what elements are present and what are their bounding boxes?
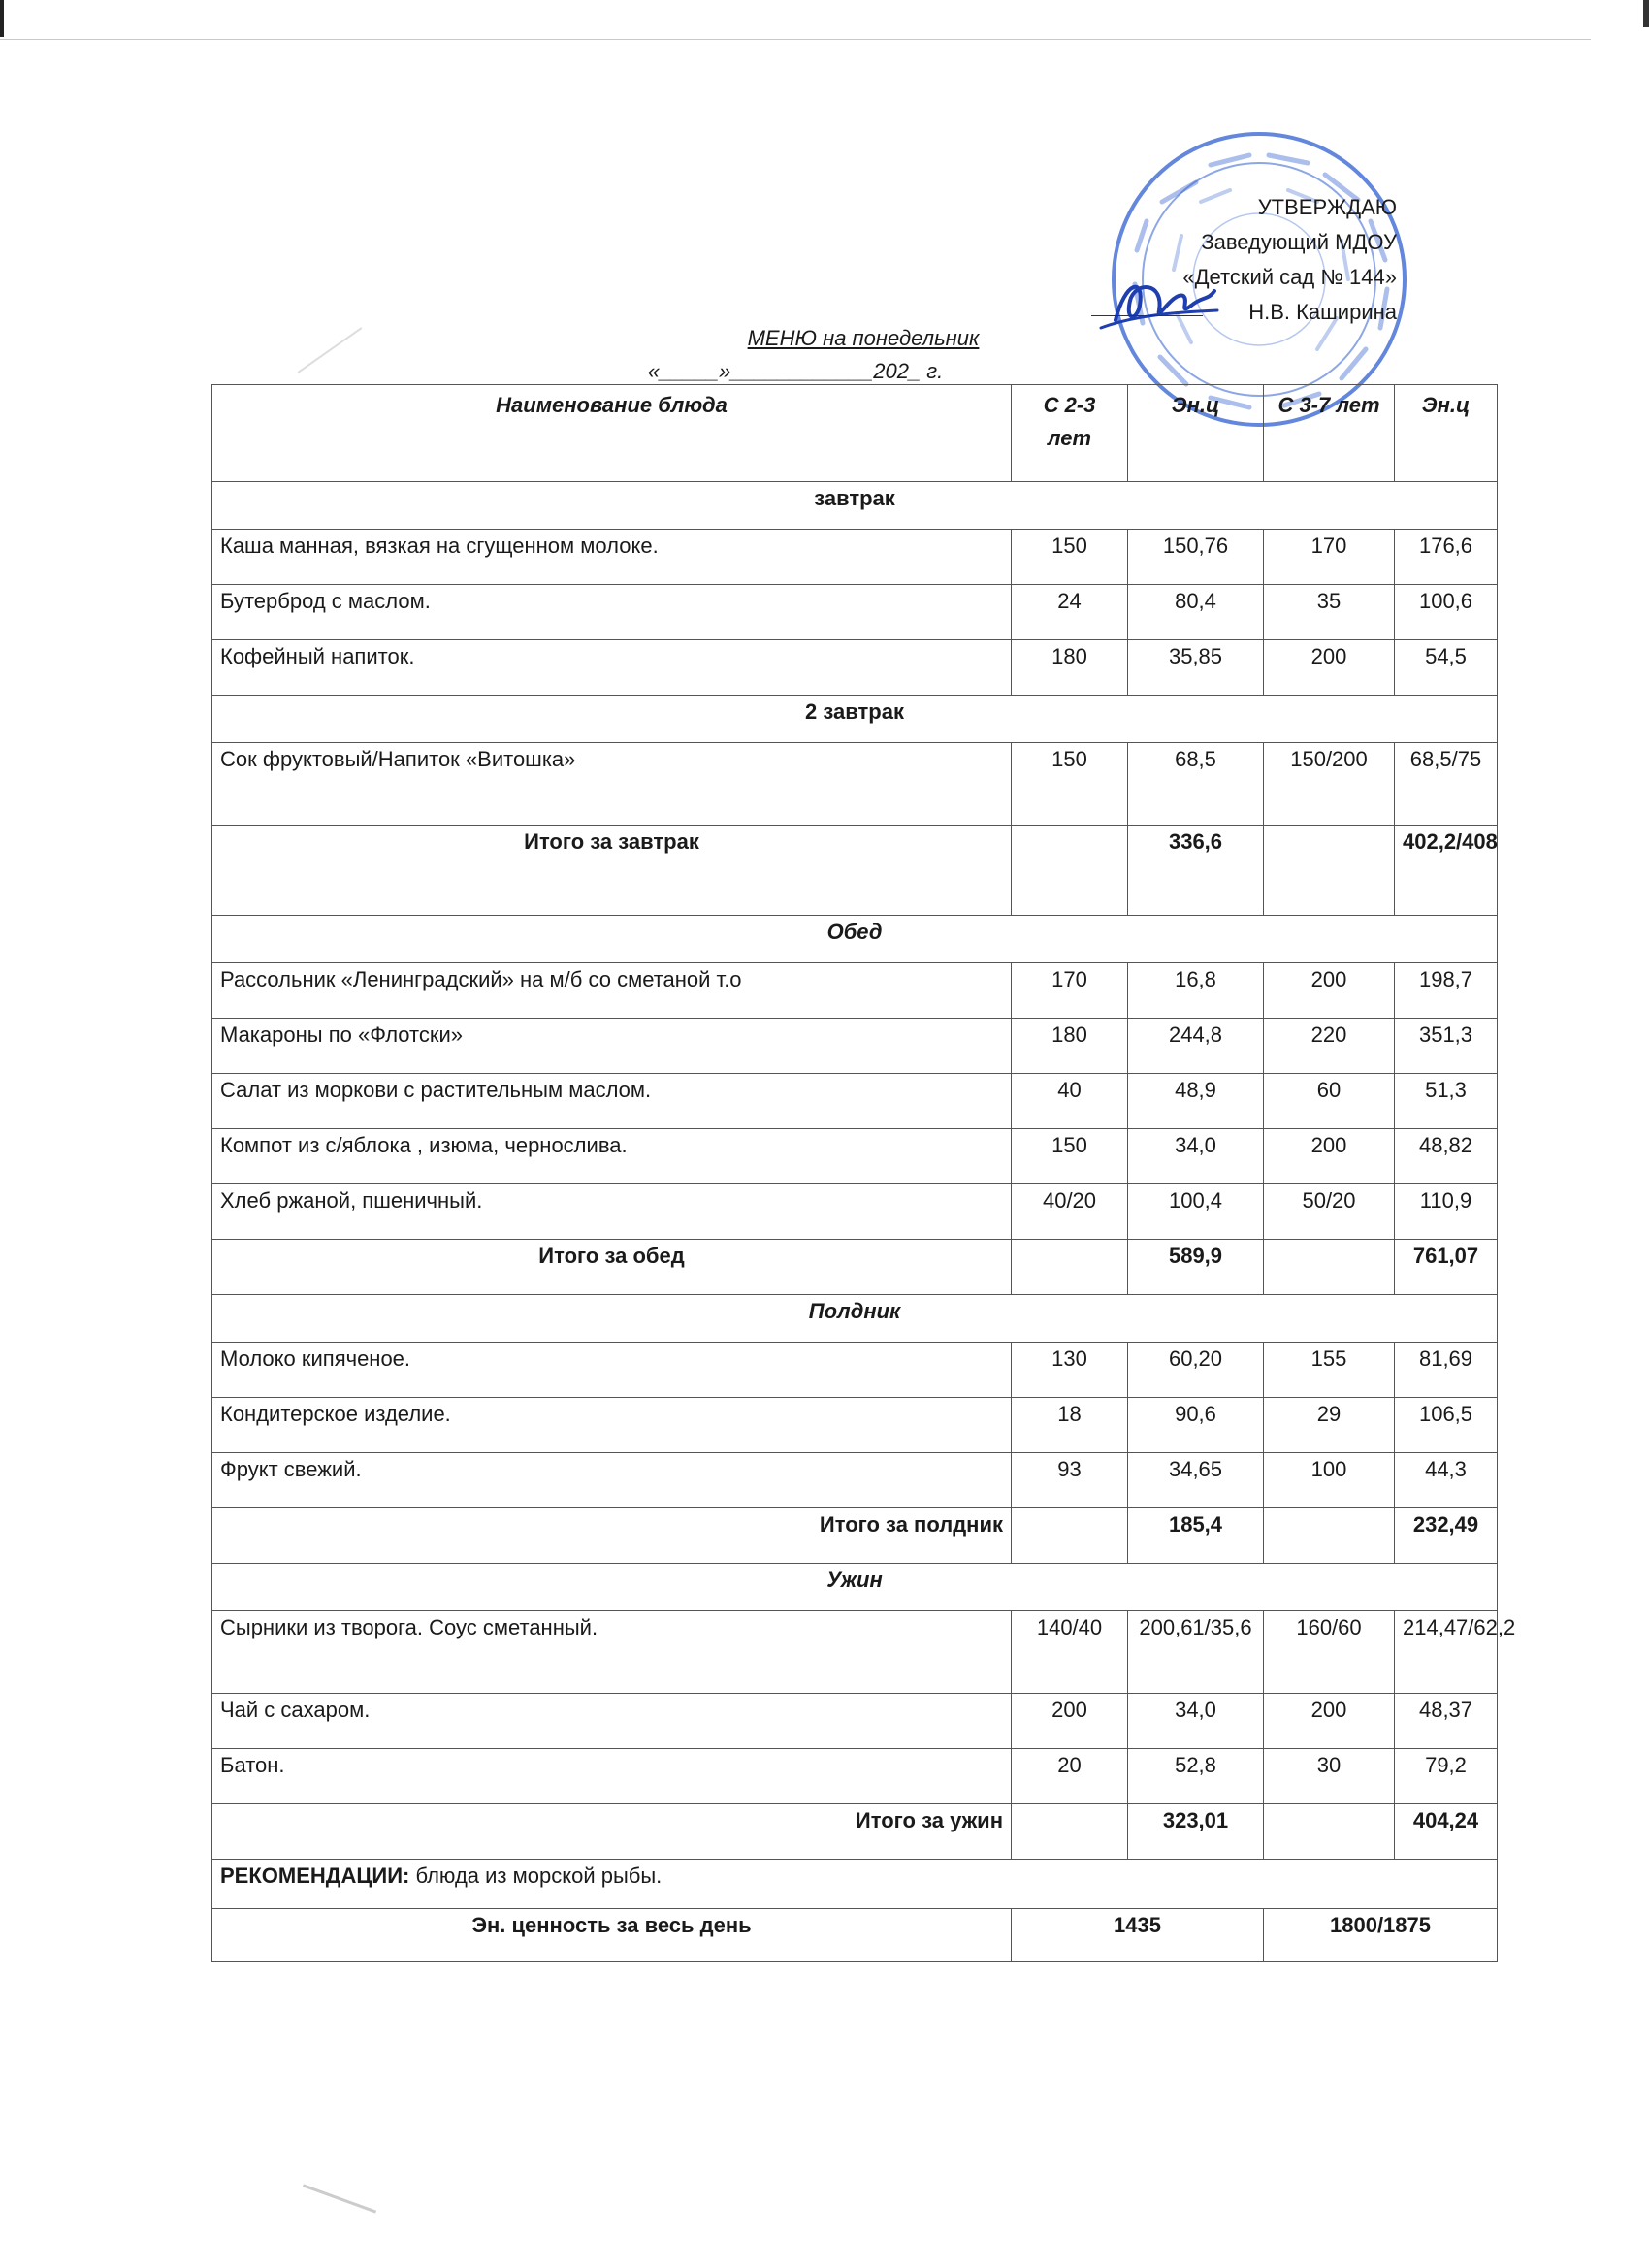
day-total-row [212,1909,1498,1962]
total-label: Итого за полдник [212,1508,1012,1564]
portion-3-7: 30 [1264,1749,1395,1804]
table-row [212,1453,1498,1508]
portion-2-3: 150 [1012,743,1128,826]
section-title: Полдник [212,1295,1498,1343]
total-energy-2-3: 185,4 [1128,1508,1264,1564]
energy-3-7: 68,5/75 [1395,743,1498,826]
empty-cell [1264,826,1395,916]
portion-2-3: 40 [1012,1074,1128,1129]
energy-2-3: 34,0 [1128,1694,1264,1749]
portion-3-7: 200 [1264,1129,1395,1184]
portion-2-3: 170 [1012,963,1128,1019]
energy-2-3: 150,76 [1128,530,1264,585]
col-header-age1: С 2-3 лет [1012,385,1128,482]
dish-name: Макароны по «Флотски» [212,1019,1012,1074]
table-header-row [212,385,1498,482]
energy-2-3: 52,8 [1128,1749,1264,1804]
menu-table [211,384,1516,1962]
portion-3-7: 150/200 [1264,743,1395,826]
portion-2-3: 40/20 [1012,1184,1128,1240]
section-title: 2 завтрак [212,696,1498,743]
scan-edge-mark [0,0,4,37]
page-title-text: МЕНЮ на понедельник [747,326,980,350]
day-total-3-7: 1800/1875 [1264,1909,1498,1962]
total-energy-3-7: 404,24 [1395,1804,1498,1860]
section-row-breakfast [212,482,1498,530]
energy-2-3: 60,20 [1128,1343,1264,1398]
section-row-dinner [212,1564,1498,1611]
dish-name: Рассольник «Ленинградский» на м/б со сметаной т.о [212,963,1012,1019]
approval-line-4: Н.В. Каширина [1248,300,1397,324]
dish-name: Компот из с/яблока , изюма, чернослива. [212,1129,1012,1184]
energy-3-7: 48,37 [1395,1694,1498,1749]
scan-top-line [0,39,1591,40]
portion-3-7: 200 [1264,1694,1395,1749]
section-row-snack [212,1295,1498,1343]
total-energy-3-7: 232,49 [1395,1508,1498,1564]
energy-3-7: 214,47/62,2 [1395,1611,1498,1694]
energy-2-3: 90,6 [1128,1398,1264,1453]
energy-3-7: 51,3 [1395,1074,1498,1129]
portion-3-7: 155 [1264,1343,1395,1398]
energy-3-7: 81,69 [1395,1343,1498,1398]
total-energy-3-7: 761,07 [1395,1240,1498,1295]
scan-smudge [298,327,363,373]
section-title: завтрак [212,482,1498,530]
dish-name: Хлеб ржаной, пшеничный. [212,1184,1012,1240]
table-row [212,585,1498,640]
day-total-label: Эн. ценность за весь день [212,1909,1012,1962]
dish-name: Сок фруктовый/Напиток «Витошка» [212,743,1012,826]
energy-3-7: 351,3 [1395,1019,1498,1074]
empty-cell [1012,1508,1128,1564]
energy-2-3: 34,0 [1128,1129,1264,1184]
col-header-name: Наименование блюда [212,385,1012,482]
table-row [212,1019,1498,1074]
date-line: «_____»____________202_ г. [647,359,944,383]
energy-3-7: 198,7 [1395,963,1498,1019]
total-row-lunch [212,1240,1498,1295]
recommendations-row [212,1860,1498,1909]
portion-2-3: 140/40 [1012,1611,1128,1694]
table-row [212,640,1498,696]
table-row [212,1611,1498,1694]
signature-line [1091,315,1203,316]
energy-3-7: 100,6 [1395,585,1498,640]
dish-name: Чай с сахаром. [212,1694,1012,1749]
energy-3-7: 54,5 [1395,640,1498,696]
section-title: Ужин [212,1564,1498,1611]
empty-cell [1012,1804,1128,1860]
total-energy-3-7: 402,2/408 [1395,826,1498,916]
table-row [212,1398,1498,1453]
empty-cell [1012,826,1128,916]
scan-smudge-bottom [303,2184,376,2213]
empty-cell [1012,1240,1128,1295]
recommendations-label: РЕКОМЕНДАЦИИ: [220,1863,410,1888]
portion-2-3: 20 [1012,1749,1128,1804]
approval-line-1: УТВЕРЖДАЮ [1257,195,1397,219]
total-energy-2-3: 589,9 [1128,1240,1264,1295]
energy-2-3: 100,4 [1128,1184,1264,1240]
section-row-breakfast2 [212,696,1498,743]
energy-2-3: 244,8 [1128,1019,1264,1074]
energy-3-7: 79,2 [1395,1749,1498,1804]
dish-name: Молоко кипяченое. [212,1343,1012,1398]
portion-2-3: 150 [1012,1129,1128,1184]
energy-2-3: 68,5 [1128,743,1264,826]
portion-3-7: 60 [1264,1074,1395,1129]
portion-3-7: 35 [1264,585,1395,640]
recommendations [212,1860,1498,1909]
portion-3-7: 50/20 [1264,1184,1395,1240]
table-row [212,963,1498,1019]
table-row [212,1749,1498,1804]
page-title [543,326,1183,351]
energy-3-7: 44,3 [1395,1453,1498,1508]
energy-2-3: 16,8 [1128,963,1264,1019]
dish-name: Батон. [212,1749,1012,1804]
day-total-2-3: 1435 [1012,1909,1264,1962]
dish-name: Фрукт свежий. [212,1453,1012,1508]
col-header-en2: Эн.ц [1395,385,1498,482]
total-row-snack [212,1508,1498,1564]
total-row-breakfast [212,826,1498,916]
recommendations-text: блюда из морской рыбы. [409,1863,663,1888]
col-header-age2: С 3-7 лет [1264,385,1395,482]
total-label: Итого за ужин [212,1804,1012,1860]
energy-2-3: 35,85 [1128,640,1264,696]
dish-name: Бутерброд с маслом. [212,585,1012,640]
portion-3-7: 170 [1264,530,1395,585]
portion-3-7: 200 [1264,963,1395,1019]
dish-name: Кофейный напиток. [212,640,1012,696]
approval-line-3: «Детский сад № 144» [1182,265,1397,289]
approval-line-2: Заведующий МДОУ [1201,230,1397,254]
energy-3-7: 176,6 [1395,530,1498,585]
portion-2-3: 180 [1012,640,1128,696]
portion-2-3: 93 [1012,1453,1128,1508]
section-row-lunch [212,916,1498,963]
table-row [212,1694,1498,1749]
energy-3-7: 48,82 [1395,1129,1498,1184]
portion-3-7: 160/60 [1264,1611,1395,1694]
energy-3-7: 110,9 [1395,1184,1498,1240]
table-row [212,743,1498,826]
energy-3-7: 106,5 [1395,1398,1498,1453]
portion-3-7: 220 [1264,1019,1395,1074]
energy-2-3: 80,4 [1128,585,1264,640]
portion-2-3: 130 [1012,1343,1128,1398]
dish-name: Салат из моркови с растительным маслом. [212,1074,1012,1129]
col-header-en1: Эн.ц [1128,385,1264,482]
section-title: Обед [212,916,1498,963]
portion-2-3: 200 [1012,1694,1128,1749]
portion-3-7: 200 [1264,640,1395,696]
energy-2-3: 34,65 [1128,1453,1264,1508]
total-energy-2-3: 336,6 [1128,826,1264,916]
portion-2-3: 150 [1012,530,1128,585]
dish-name: Кондитерское изделие. [212,1398,1012,1453]
approval-block [1086,190,1397,330]
total-row-dinner [212,1804,1498,1860]
portion-3-7: 29 [1264,1398,1395,1453]
table-row [212,1129,1498,1184]
table-row [212,1343,1498,1398]
empty-cell [1264,1508,1395,1564]
total-label: Итого за обед [212,1240,1012,1295]
table-row [212,530,1498,585]
portion-2-3: 18 [1012,1398,1128,1453]
table-row [212,1074,1498,1129]
table-row [212,1184,1498,1240]
total-label: Итого за завтрак [212,826,1012,916]
portion-3-7: 100 [1264,1453,1395,1508]
energy-2-3: 200,61/35,6 [1128,1611,1264,1694]
scan-edge-mark-right [1643,0,1649,27]
energy-2-3: 48,9 [1128,1074,1264,1129]
empty-cell [1264,1240,1395,1295]
empty-cell [1264,1804,1395,1860]
portion-2-3: 180 [1012,1019,1128,1074]
portion-2-3: 24 [1012,585,1128,640]
total-energy-2-3: 323,01 [1128,1804,1264,1860]
dish-name: Сырники из творога. Соус сметанный. [212,1611,1012,1694]
dish-name: Каша манная, вязкая на сгущенном молоке. [212,530,1012,585]
